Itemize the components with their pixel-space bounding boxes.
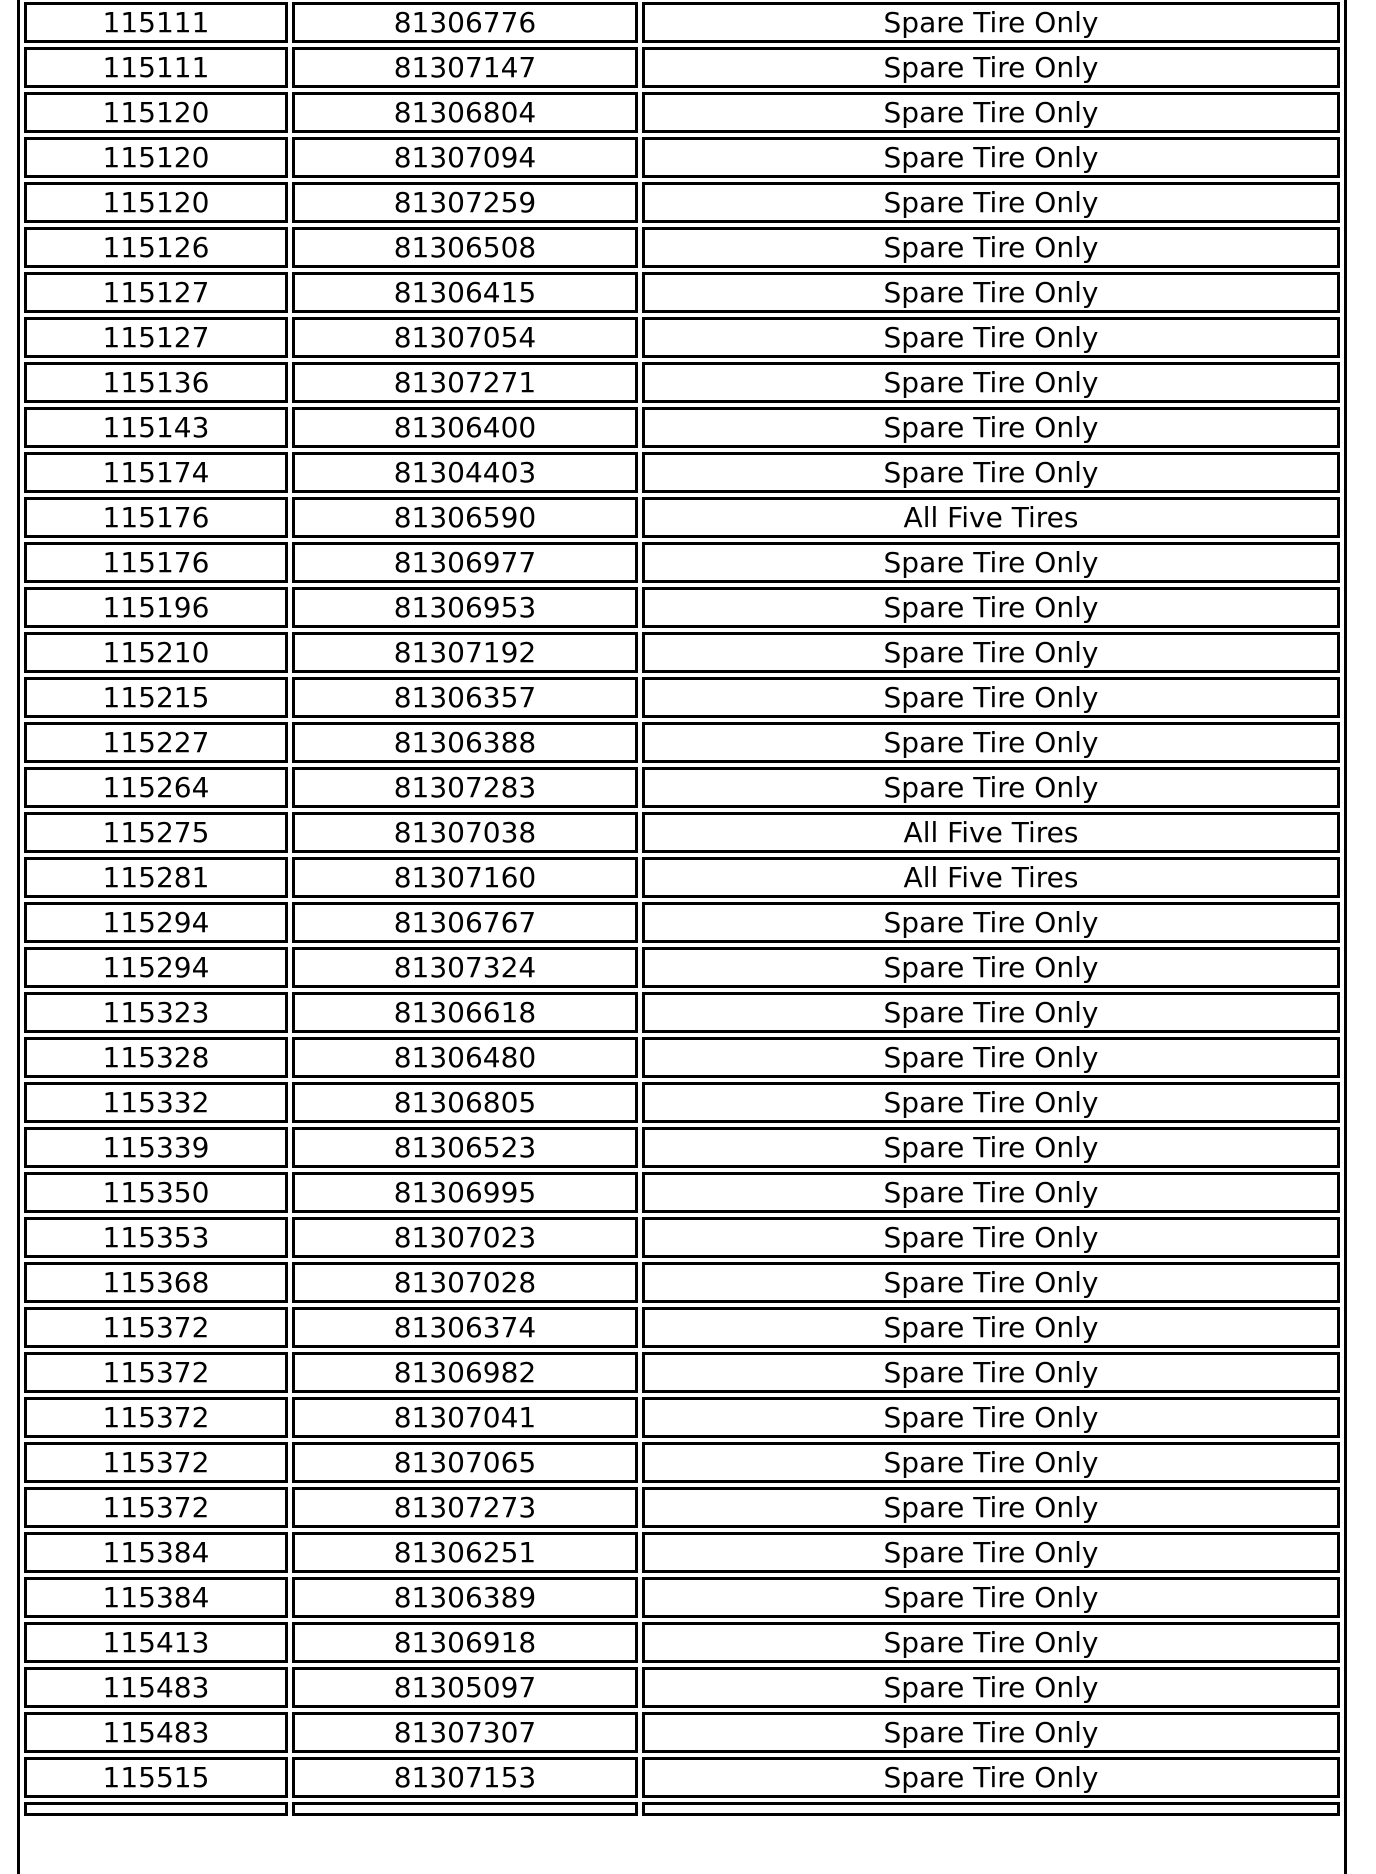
- table-row: [24, 1307, 1340, 1348]
- cell-tires: Spare Tire Only: [642, 227, 1340, 268]
- cell-number: 81307038: [292, 812, 638, 853]
- cell-tires: Spare Tire Only: [642, 1487, 1340, 1528]
- cell-id: 115372: [24, 1487, 288, 1528]
- cell-number: 81306374: [292, 1307, 638, 1348]
- table-row: [24, 1487, 1340, 1528]
- table-row: [24, 317, 1340, 358]
- cell-id: 115372: [24, 1442, 288, 1483]
- table-row: [24, 272, 1340, 313]
- cell-number: 81307283: [292, 767, 638, 808]
- cell-number: 81306357: [292, 677, 638, 718]
- table-row: [24, 632, 1340, 673]
- cell-id: 115215: [24, 677, 288, 718]
- cell-id: 115210: [24, 632, 288, 673]
- cell-number: 81307307: [292, 1712, 638, 1753]
- table-row: [24, 1577, 1340, 1618]
- cell-number: 81306995: [292, 1172, 638, 1213]
- cell-number: 81306977: [292, 542, 638, 583]
- cell-number: 81306415: [292, 272, 638, 313]
- cell-number: 81306918: [292, 1622, 638, 1663]
- cell-tires: Spare Tire Only: [642, 407, 1340, 448]
- cell-tires: All Five Tires: [642, 497, 1340, 538]
- cell-tires: Spare Tire Only: [642, 1532, 1340, 1573]
- cell-id: 115120: [24, 137, 288, 178]
- cell-tires: Spare Tire Only: [642, 1307, 1340, 1348]
- cell-number: 81307271: [292, 362, 638, 403]
- cell-id: 115339: [24, 1127, 288, 1168]
- cell-tires: Spare Tire Only: [642, 1127, 1340, 1168]
- cell-id: 115120: [24, 92, 288, 133]
- cell-id: 115515: [24, 1757, 288, 1798]
- cell-id: 115127: [24, 317, 288, 358]
- cell-number: 81306953: [292, 587, 638, 628]
- cell-empty: [292, 1802, 638, 1816]
- cell-id: 115176: [24, 497, 288, 538]
- cell-id: 115281: [24, 857, 288, 898]
- cell-id: 115136: [24, 362, 288, 403]
- cell-number: 81307054: [292, 317, 638, 358]
- cell-number: 81307041: [292, 1397, 638, 1438]
- cell-number: 81306767: [292, 902, 638, 943]
- table-row: [24, 857, 1340, 898]
- cell-number: 81306776: [292, 2, 638, 43]
- cell-id: 115372: [24, 1397, 288, 1438]
- table-row-partial: [24, 1802, 1340, 1816]
- table-row: [24, 947, 1340, 988]
- cell-tires: Spare Tire Only: [642, 1577, 1340, 1618]
- table-row: [24, 812, 1340, 853]
- table-row: [24, 1172, 1340, 1213]
- cell-id: 115384: [24, 1532, 288, 1573]
- cell-tires: Spare Tire Only: [642, 47, 1340, 88]
- table-row: [24, 992, 1340, 1033]
- cell-number: 81307160: [292, 857, 638, 898]
- cell-id: 115275: [24, 812, 288, 853]
- cell-tires: Spare Tire Only: [642, 632, 1340, 673]
- cell-number: 81307023: [292, 1217, 638, 1258]
- table-row: [24, 677, 1340, 718]
- cell-id: 115483: [24, 1667, 288, 1708]
- cell-number: 81305097: [292, 1667, 638, 1708]
- cell-number: 81307259: [292, 182, 638, 223]
- table-row: [24, 452, 1340, 493]
- cell-tires: Spare Tire Only: [642, 362, 1340, 403]
- cell-number: 81307324: [292, 947, 638, 988]
- table-row: [24, 1667, 1340, 1708]
- table-row: [24, 1037, 1340, 1078]
- cell-number: 81306400: [292, 407, 638, 448]
- cell-id: 115368: [24, 1262, 288, 1303]
- table-row: [24, 722, 1340, 763]
- table-row: [24, 182, 1340, 223]
- cell-id: 115384: [24, 1577, 288, 1618]
- cell-number: 81307028: [292, 1262, 638, 1303]
- table-row: [24, 2, 1340, 43]
- cell-id: 115372: [24, 1352, 288, 1393]
- cell-number: 81306508: [292, 227, 638, 268]
- cell-tires: Spare Tire Only: [642, 137, 1340, 178]
- cell-number: 81307094: [292, 137, 638, 178]
- cell-tires: Spare Tire Only: [642, 1757, 1340, 1798]
- table-row: [24, 227, 1340, 268]
- cell-tires: Spare Tire Only: [642, 587, 1340, 628]
- cell-id: 115143: [24, 407, 288, 448]
- table-row: [24, 362, 1340, 403]
- table-row: [24, 542, 1340, 583]
- cell-tires: Spare Tire Only: [642, 1442, 1340, 1483]
- cell-tires: Spare Tire Only: [642, 2, 1340, 43]
- cell-tires: Spare Tire Only: [642, 1262, 1340, 1303]
- cell-tires: Spare Tire Only: [642, 722, 1340, 763]
- cell-tires: Spare Tire Only: [642, 1352, 1340, 1393]
- table-row: [24, 767, 1340, 808]
- cell-number: 81307273: [292, 1487, 638, 1528]
- cell-empty: [24, 1802, 288, 1816]
- cell-tires: Spare Tire Only: [642, 1082, 1340, 1123]
- cell-number: 81307153: [292, 1757, 638, 1798]
- cell-tires: Spare Tire Only: [642, 1622, 1340, 1663]
- cell-number: 81306590: [292, 497, 638, 538]
- cell-tires: Spare Tire Only: [642, 1667, 1340, 1708]
- cell-number: 81306982: [292, 1352, 638, 1393]
- cell-tires: Spare Tire Only: [642, 1037, 1340, 1078]
- cell-number: 81307147: [292, 47, 638, 88]
- cell-tires: Spare Tire Only: [642, 1397, 1340, 1438]
- table-row: [24, 587, 1340, 628]
- table-row: [24, 137, 1340, 178]
- table-row: [24, 902, 1340, 943]
- cell-id: 115294: [24, 902, 288, 943]
- cell-tires: Spare Tire Only: [642, 992, 1340, 1033]
- cell-number: 81306389: [292, 1577, 638, 1618]
- table-body: [24, 2, 1340, 1816]
- cell-tires: Spare Tire Only: [642, 947, 1340, 988]
- cell-tires: Spare Tire Only: [642, 272, 1340, 313]
- cell-id: 115196: [24, 587, 288, 628]
- cell-tires: Spare Tire Only: [642, 317, 1340, 358]
- cell-id: 115413: [24, 1622, 288, 1663]
- cell-id: 115264: [24, 767, 288, 808]
- cell-id: 115111: [24, 2, 288, 43]
- cell-tires: All Five Tires: [642, 812, 1340, 853]
- table-row: [24, 497, 1340, 538]
- cell-id: 115353: [24, 1217, 288, 1258]
- cell-id: 115328: [24, 1037, 288, 1078]
- table-row: [24, 1352, 1340, 1393]
- cell-number: 81304403: [292, 452, 638, 493]
- cell-empty: [642, 1802, 1340, 1816]
- table-row: [24, 1217, 1340, 1258]
- table-row: [24, 1757, 1340, 1798]
- cell-number: 81306804: [292, 92, 638, 133]
- cell-tires: Spare Tire Only: [642, 1712, 1340, 1753]
- cell-id: 115294: [24, 947, 288, 988]
- cell-id: 115332: [24, 1082, 288, 1123]
- cell-number: 81306618: [292, 992, 638, 1033]
- cell-number: 81306523: [292, 1127, 638, 1168]
- cell-tires: All Five Tires: [642, 857, 1340, 898]
- cell-tires: Spare Tire Only: [642, 1217, 1340, 1258]
- tire-table: [20, 0, 1344, 1820]
- cell-number: 81307192: [292, 632, 638, 673]
- cell-number: 81306388: [292, 722, 638, 763]
- table-row: [24, 1442, 1340, 1483]
- cell-id: 115174: [24, 452, 288, 493]
- table-row: [24, 47, 1340, 88]
- cell-id: 115111: [24, 47, 288, 88]
- cell-tires: Spare Tire Only: [642, 452, 1340, 493]
- table-row: [24, 1127, 1340, 1168]
- cell-id: 115350: [24, 1172, 288, 1213]
- cell-tires: Spare Tire Only: [642, 542, 1340, 583]
- cell-number: 81306480: [292, 1037, 638, 1078]
- cell-id: 115120: [24, 182, 288, 223]
- cell-id: 115372: [24, 1307, 288, 1348]
- table-row: [24, 1082, 1340, 1123]
- cell-id: 115126: [24, 227, 288, 268]
- cell-number: 81306805: [292, 1082, 638, 1123]
- cell-number: 81307065: [292, 1442, 638, 1483]
- cell-number: 81306251: [292, 1532, 638, 1573]
- table-row: [24, 1532, 1340, 1573]
- table-row: [24, 407, 1340, 448]
- cell-tires: Spare Tire Only: [642, 767, 1340, 808]
- cell-tires: Spare Tire Only: [642, 902, 1340, 943]
- cell-tires: Spare Tire Only: [642, 92, 1340, 133]
- cell-id: 115227: [24, 722, 288, 763]
- table-row: [24, 1622, 1340, 1663]
- cell-id: 115483: [24, 1712, 288, 1753]
- cell-id: 115176: [24, 542, 288, 583]
- cell-tires: Spare Tire Only: [642, 182, 1340, 223]
- table-row: [24, 1712, 1340, 1753]
- cell-tires: Spare Tire Only: [642, 677, 1340, 718]
- table-row: [24, 1397, 1340, 1438]
- table-row: [24, 1262, 1340, 1303]
- cell-id: 115323: [24, 992, 288, 1033]
- cell-tires: Spare Tire Only: [642, 1172, 1340, 1213]
- table-row: [24, 92, 1340, 133]
- cell-id: 115127: [24, 272, 288, 313]
